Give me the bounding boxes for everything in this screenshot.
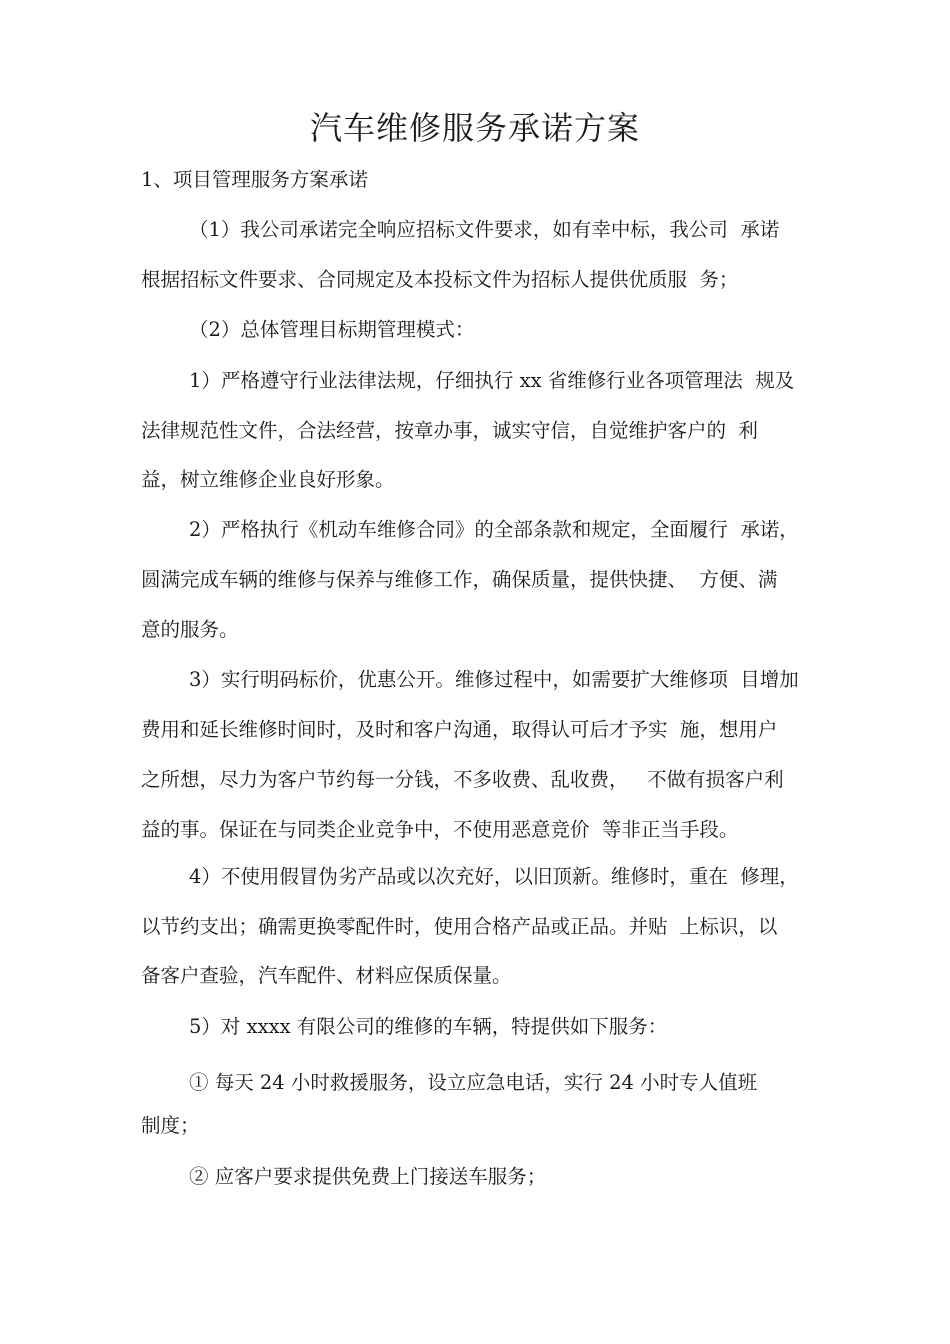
paragraph-line: 以节约支出；确需更换零配件时，使用合格产品或正品。并贴 上标识，以 — [141, 915, 778, 938]
paragraph-line: 4）不使用假冒伪劣产品或以次充好，以旧顶新。维修时，重在 修理， — [189, 865, 799, 888]
paragraph-line: 益的事。保证在与同类企业竞争中，不使用恶意竞价 等非正当手段。 — [141, 818, 739, 841]
list-item: ① 每天 24 小时救援服务，设立应急电话，实行 24 小时专人值班 — [189, 1071, 758, 1094]
paragraph-line: 1）严格遵守行业法律法规，仔细执行 xx 省维修行业各项管理法 规及 — [189, 369, 795, 392]
paragraph-line: 5）对 xxxx 有限公司的维修的车辆，特提供如下服务： — [189, 1015, 668, 1038]
paragraph-line: 根据招标文件要求、合同规定及本投标文件为招标人提供优质服 务； — [141, 268, 739, 291]
paragraph-line: 2）严格执行《机动车维修合同》的全部条款和规定，全面履行 承诺， — [189, 518, 799, 541]
paragraph-line: （2）总体管理目标期管理模式： — [189, 318, 475, 341]
list-item-continuation: 制度； — [141, 1114, 200, 1137]
paragraph-line: 法律规范性文件，合法经营，按章办事，诚实守信，自觉维护客户的 利 — [141, 419, 758, 442]
document-title: 汽车维修服务承诺方案 — [309, 109, 640, 147]
list-item: ② 应客户要求提供免费上门接送车服务； — [189, 1165, 547, 1188]
paragraph-line: 备客户查验，汽车配件、材料应保质保量。 — [141, 964, 512, 987]
paragraph-line: （1）我公司承诺完全响应招标文件要求，如有幸中标，我公司 承诺 — [189, 218, 780, 241]
paragraph-line: 3）实行明码标价，优惠公开。维修过程中，如需要扩大维修项 目增加 — [189, 668, 799, 691]
paragraph-line: 之所想，尽力为客户节约每一分钱，不多收费、乱收费， 不做有损客户利 — [141, 768, 784, 791]
section-heading: 1、项目管理服务方案承诺 — [141, 168, 368, 191]
paragraph-line: 益，树立维修企业良好形象。 — [141, 468, 395, 491]
paragraph-line: 费用和延长维修时间时，及时和客户沟通，取得认可后才予实 施，想用户 — [141, 718, 778, 741]
paragraph-line: 意的服务。 — [141, 618, 239, 641]
paragraph-line: 圆满完成车辆的维修与保养与维修工作，确保质量，提供快捷、 方便、满 — [141, 568, 778, 591]
